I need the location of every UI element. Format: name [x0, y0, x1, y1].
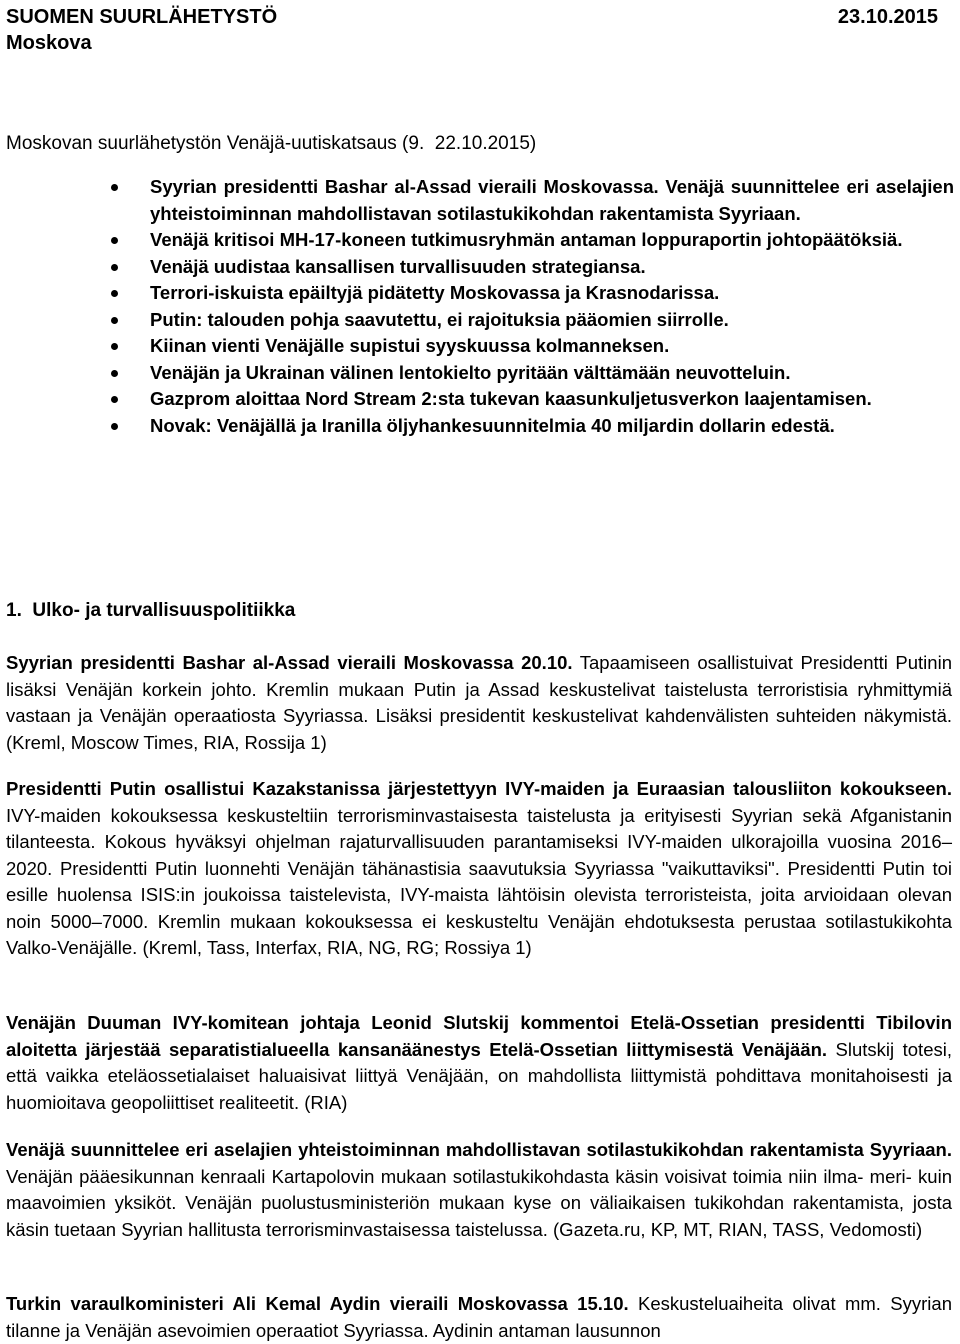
article-paragraph [6, 650, 952, 756]
highlight-item: Gazprom aloittaa Nord Stream 2:sta tukevan kaasunkuljetusverkon laajentamisen. [0, 386, 960, 413]
article-body: Keskusteluaiheita olivat mm. Syyrian tilanne ja Venäjän asevoimien operaatiot Syyriassa. Aydinin antaman lausunnon [6, 1293, 952, 1341]
article-lead: Syyrian presidentti Bashar al-Assad vieraili Moskovassa 20.10. [6, 652, 573, 673]
article-paragraph [6, 1137, 952, 1243]
article-paragraph [6, 776, 952, 962]
article-paragraph [6, 1291, 952, 1344]
highlight-item: Venäjä kritisoi MH-17-koneen tutkimusryhmän antaman loppuraportin johtopäätöksiä. [0, 227, 960, 254]
highlight-item: Venäjän ja Ukrainan välinen lentokielto pyritään välttämään neuvotteluin. [0, 360, 960, 387]
article-body: IVY-maiden kokouksessa keskusteltiin terrorisminvastaisesta taistelusta ja erityisesti Syyrian sekä Afganistanin tilanteesta. Kokous hyväksyi ohjelman rajaturvallisuuden parantamiseksi IVY-maiden ulkorajoilla vuosina 2016–2020. Presidentti Putin luonnehti Venäjän tähänastisia saavutuksia Syyriassa "vaikuttaviksi". Presidentti Putin toi esille huolensa ISIS:in joukoissa taistelevista, IVY-maista lähtöisin olevista terroristeista, joita arvioidaan olevan noin 5000–7000. Kremlin mukaan kokouksessa ei keskusteltu Venäjän ehdotuksesta perustaa sotilastukikohta Valko-Venäjälle. (Kreml, Tass, Interfax, RIA, NG, RG; Rossiya 1) [6, 804, 952, 958]
article-lead: Venäjän Duuman IVY-komitean johtaja Leonid Slutskij kommentoi Etelä-Ossetian presidentti Tibilovin aloitetta järjestää separatistialueella kansanäänestys Etelä-Ossetian liittymisestä Venäjään. [6, 1012, 952, 1060]
report-title: Moskovan suurlähetystön Venäjä-uutiskatsaus (9. 22.10.2015) [6, 133, 537, 154]
article-lead: Turkin varaulkoministeri Ali Kemal Aydin vieraili Moskovassa 15.10. [6, 1293, 629, 1314]
article-body: Venäjän pääesikunnan kenraali Kartapolovin mukaan sotilastukikohdasta käsin voisivat toimia niin ilma- meri- kuin maavoimien yksiköt. Venäjän puolustusministeriön mukaan kyse on väliaikaisen tukikohdan rakentamista, josta käsin tuetaan Syyrian hallitusta terrorisminvastaisessa taistelussa. (Gazeta.ru, KP, MT, RIAN, TASS, Vedomosti) [6, 1165, 952, 1240]
article-body: Slutskij totesi, että vaikka eteläossetialaiset haluaisivat liittyä Venäjään, on mahdollista liittymistä pohdittava monitahoisesti ja huomioitava geopoliittiset realiteetit. (RIA) [6, 1038, 952, 1113]
article-lead: Venäjä suunnittelee eri aselajien yhteistoiminnan mahdollistavan sotilastukikohdan rakentamista Syyriaan. [6, 1139, 952, 1160]
document-header [6, 4, 946, 56]
highlights-list [0, 174, 960, 439]
city-name: Moskova [6, 32, 92, 54]
article-body: Tapaamiseen osallistuivat Presidentti Putinin lisäksi Venäjän korkein johto. Kremlin mukaan Putin ja Assad keskustelivat taistelusta terroristisia ryhmittymiä vastaan ja Venäjän operaatiosta Syyriassa. Lisäksi presidentit keskustelivat kahdenvälisten suhteiden näkymistä. (Kreml, Moscow Times, RIA, Rossija 1) [6, 652, 952, 753]
highlight-item: Venäjä uudistaa kansallisen turvallisuuden strategiansa. [0, 254, 960, 281]
article-paragraph [6, 1010, 952, 1116]
article-lead: Presidentti Putin osallistui Kazakstanissa järjestettyyn IVY-maiden ja Euraasian talousliiton kokoukseen. [6, 778, 952, 799]
highlight-item: Novak: Venäjällä ja Iranilla öljyhankesuunnitelmia 40 miljardin dollarin edestä. [0, 413, 960, 440]
organization-name: SUOMEN SUURLÄHETYSTÖ [6, 6, 278, 28]
highlight-item: Terrori-iskuista epäiltyjä pidätetty Moskovassa ja Krasnodarissa. [0, 280, 960, 307]
section-number: 1. [6, 600, 22, 621]
document-date: 23.10.2015 [837, 6, 938, 28]
section-title: Ulko- ja turvallisuuspolitiikka [32, 600, 296, 621]
highlight-item: Putin: talouden pohja saavutettu, ei rajoituksia pääomien siirrolle. [0, 307, 960, 334]
highlight-item: Syyrian presidentti Bashar al-Assad vieraili Moskovassa. Venäjä suunnittelee eri aselajien yhteistoiminnan mahdollistavan sotilastukikohdan rakentamista Syyriaan. [0, 174, 960, 227]
highlight-item: Kiinan vienti Venäjälle supistui syyskuussa kolmanneksen. [0, 333, 960, 360]
section-heading [6, 598, 295, 624]
